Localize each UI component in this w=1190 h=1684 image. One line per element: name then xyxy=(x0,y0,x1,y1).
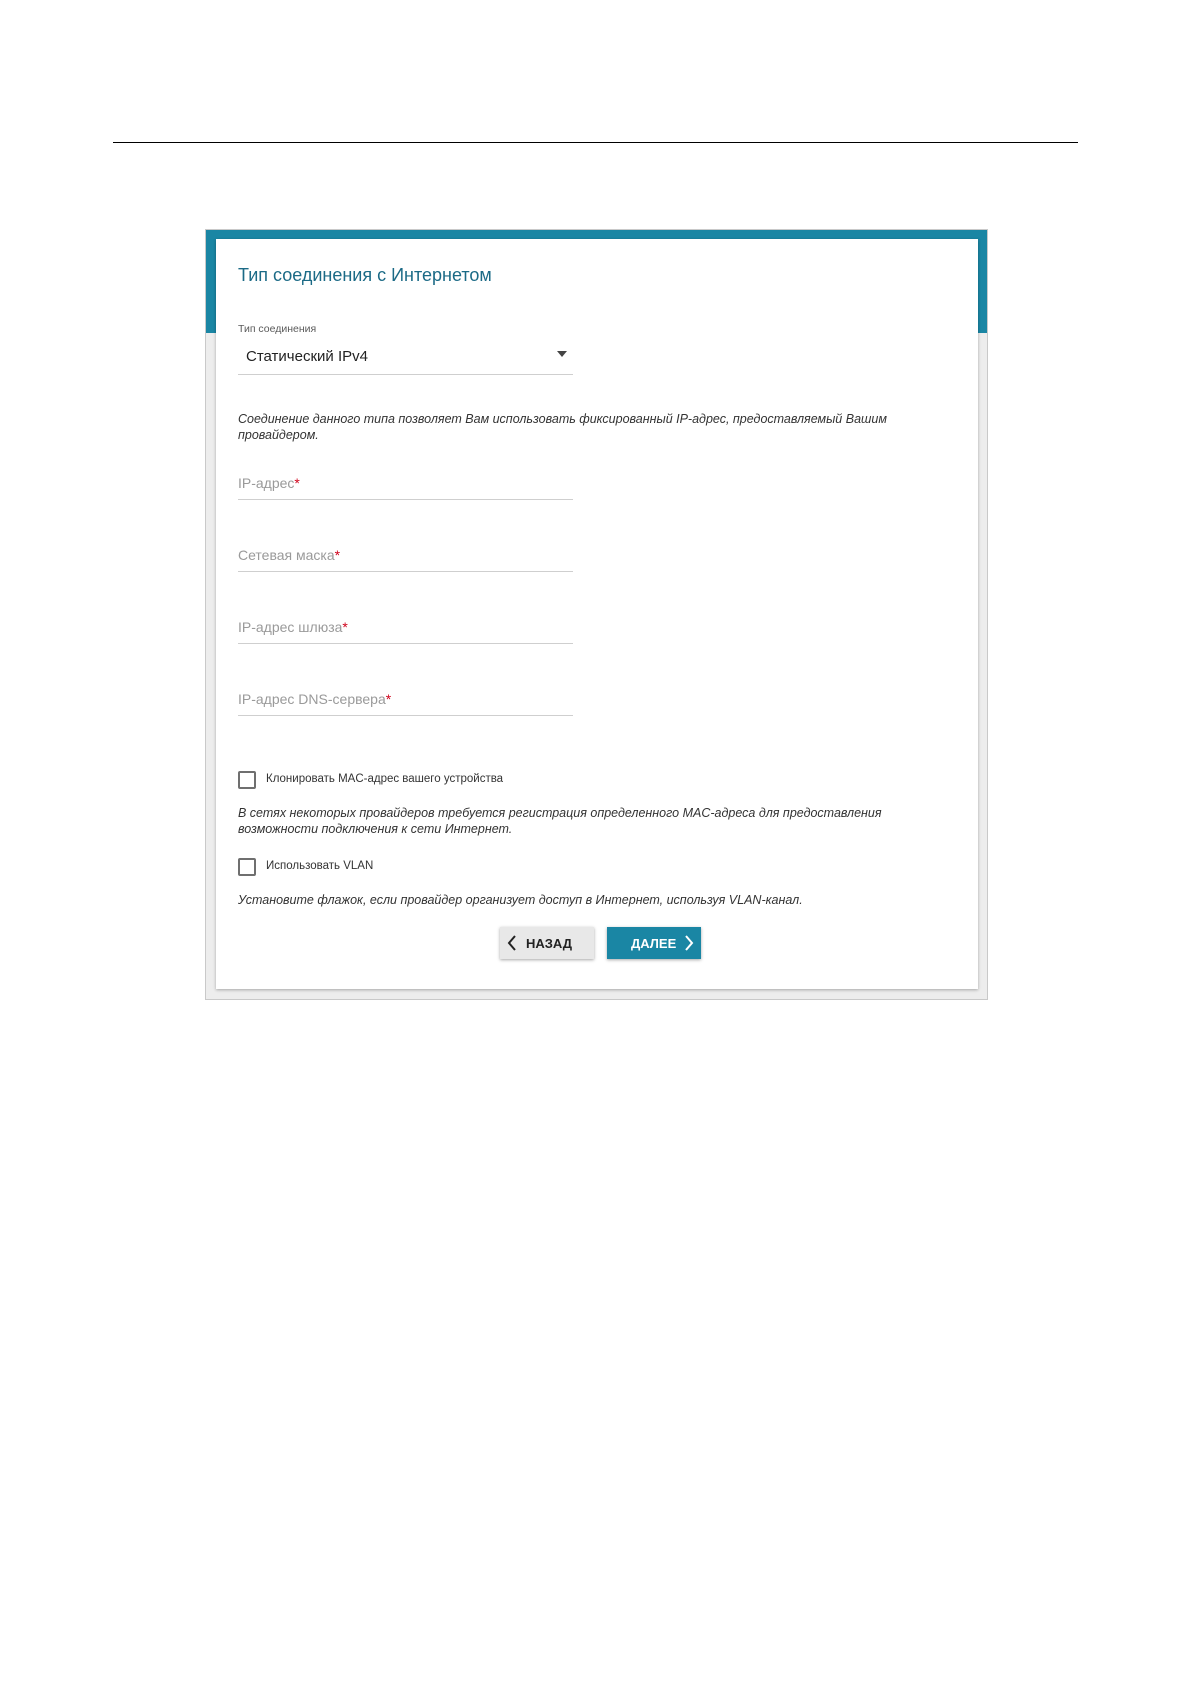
required-mark: * xyxy=(385,691,392,707)
connection-description: Соединение данного типа позволяет Вам использовать фиксированный IP-адрес, предоставляемый Вашим провайдером. xyxy=(238,412,887,442)
ip-address-field[interactable] xyxy=(238,469,573,500)
connection-type-select[interactable] xyxy=(238,338,573,375)
vlan-label: Использовать VLAN xyxy=(266,860,374,872)
vlan-checkbox[interactable] xyxy=(238,858,256,876)
dns-field[interactable] xyxy=(238,685,573,716)
required-mark: * xyxy=(342,619,348,635)
next-button-label: ДАЛЕЕ xyxy=(631,936,677,951)
netmask-field[interactable] xyxy=(238,541,573,572)
connection-type-label: Тип соединения xyxy=(238,323,317,335)
dns-label: IP-адрес DNS-сервера* xyxy=(238,691,392,707)
back-button[interactable] xyxy=(500,927,594,959)
next-button[interactable] xyxy=(607,927,701,959)
page-header-rule xyxy=(113,142,1078,143)
vlan-hint: Установите флажок, если провайдер организует доступ в Интернет, используя VLAN-канал. xyxy=(238,893,803,907)
clone-mac-hint: В сетях некоторых провайдеров требуется регистрация определенного MAC-адреса для предоставления возможности подключения к сети Интернет. xyxy=(238,806,882,836)
ip-address-label: IP-адрес* xyxy=(238,475,300,491)
wizard-card xyxy=(216,239,978,989)
screenshot-frame xyxy=(205,229,988,1000)
clone-mac-checkbox[interactable] xyxy=(238,771,256,789)
wizard-title: Тип соединения с Интернетом xyxy=(238,265,492,285)
required-mark: * xyxy=(294,475,300,491)
clone-mac-label: Клонировать MAC-адрес вашего устройства xyxy=(266,773,504,785)
gateway-label: IP-адрес шлюза* xyxy=(238,619,348,635)
chevron-left-icon xyxy=(506,934,518,952)
chevron-right-icon xyxy=(683,934,695,952)
caret-down-icon xyxy=(557,351,567,357)
required-mark: * xyxy=(334,547,341,563)
connection-type-value: Статический IPv4 xyxy=(246,348,368,365)
back-button-label: НАЗАД xyxy=(526,936,573,951)
gateway-field[interactable] xyxy=(238,613,573,644)
netmask-label: Сетевая маска* xyxy=(238,547,341,563)
